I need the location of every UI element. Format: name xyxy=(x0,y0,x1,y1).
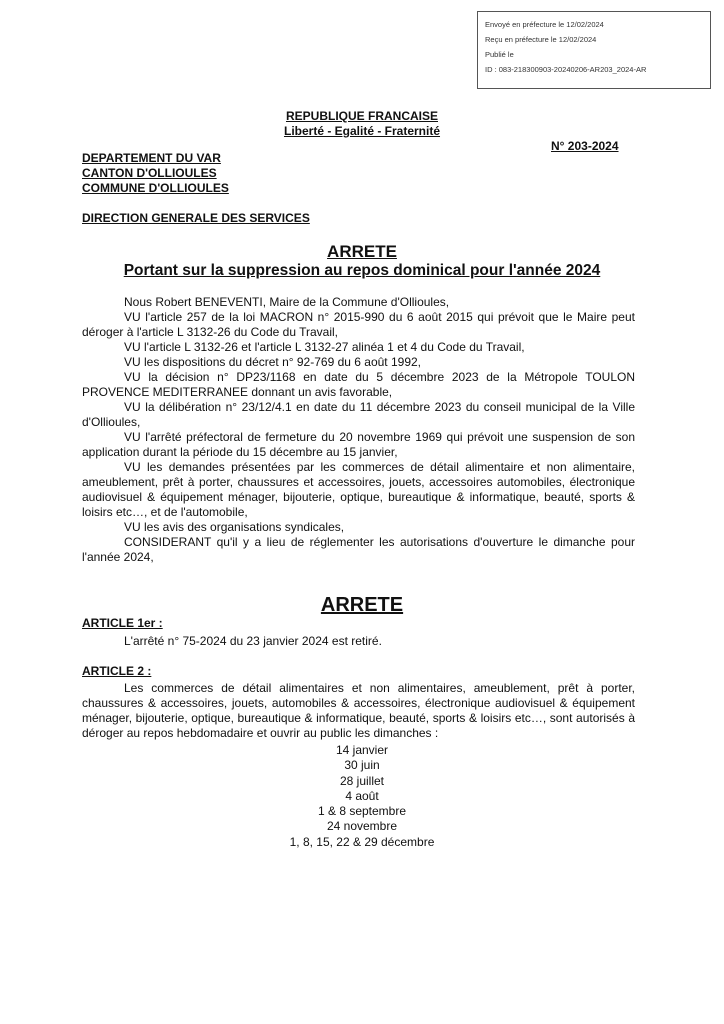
article-1-label: ARTICLE 1er : xyxy=(82,616,163,630)
stamp-id-line: ID : 083-218300903-20240206-AR203_2024-AR xyxy=(485,65,647,74)
preamble-vu-decret: VU les dispositions du décret n° 92-769 du 6 août 1992, xyxy=(124,355,421,369)
preamble-considerant: CONSIDERANT qu'il y a lieu de réglementer les autorisations d'ouverture le dimanche pour l'année 2024, xyxy=(82,535,635,564)
article-2-label: ARTICLE 2 : xyxy=(82,664,152,678)
date-item: 1 & 8 septembre xyxy=(317,804,407,819)
article-1-text: L'arrêté n° 75-2024 du 23 janvier 2024 est retiré. xyxy=(124,634,382,648)
stamp-received-line: Reçu en préfecture le 12/02/2024 xyxy=(485,35,597,44)
decision-heading: ARRETE xyxy=(320,594,404,616)
stamp-sent-line: Envoyé en préfecture le 12/02/2024 xyxy=(485,20,604,29)
preamble-vu-avis-syndicaux: VU les avis des organisations syndicales, xyxy=(124,520,345,534)
department-label: DEPARTEMENT DU VAR xyxy=(82,151,221,165)
stamp-published-line: Publié le xyxy=(485,50,514,59)
preamble-vu-deliberation: VU la délibération n° 23/12/4.1 en date du 11 décembre 2023 du conseil municipal de la Ville d'Ollioules, xyxy=(82,400,635,429)
article-2-body xyxy=(82,681,635,741)
sunday-dates-list xyxy=(0,743,724,850)
date-item: 4 août xyxy=(345,788,379,803)
prefecture-stamp xyxy=(477,11,711,89)
direction-label: DIRECTION GENERALE DES SERVICES xyxy=(82,211,310,225)
republic-motto: Liberté - Egalité - Fraternité xyxy=(283,124,441,138)
date-item: 30 juin xyxy=(344,758,380,773)
preamble-vu-arrete-prefectoral: VU l'arrêté préfectoral de fermeture du 20 novembre 1969 qui prévoit une suspension de son application durant la période du 15 décembre au 15 janvier, xyxy=(82,430,635,459)
republic-heading: REPUBLIQUE FRANCAISE xyxy=(285,109,438,123)
commune-label: COMMUNE D'OLLIOULES xyxy=(82,181,229,195)
date-item: 24 novembre xyxy=(326,819,398,834)
canton-label: CANTON D'OLLIOULES xyxy=(82,166,217,180)
date-item: 28 juillet xyxy=(339,773,385,788)
preamble-vu-decision-metropole: VU la décision n° DP23/1168 en date du 5 décembre 2023 de la Métropole TOULON PROVENCE MEDITERRANEE donnant un avis favorable, xyxy=(82,370,635,399)
document-subtitle: Portant sur la suppression au repos dominical pour l'année 2024 xyxy=(123,262,601,279)
article-2-text: Les commerces de détail alimentaires et non alimentaires, ameublement, prêt à porter, chaussures & accessoires, jouets, automobiles & accessoires, électronique audiovisuel & équipement ménager, bijouterie, optique, bureautique & informatique, beauté, sports & loisirs etc…, sont autorisés à déroger au repos hebdomadaire et ouvrir au public les dimanches : xyxy=(82,681,635,740)
preamble-vu-demandes: VU les demandes présentées par les commerces de détail alimentaire et non alimentaire, ameublement, prêt à porter, chaussures et accessoires, jouets, accessoires automobiles, électronique audiovisuel & équipement ménager, bijouterie, optique, bureautique & informatique, beauté, sports & loisirs etc…, et de l'automobile, xyxy=(82,460,635,519)
preamble-mayor: Nous Robert BENEVENTI, Maire de la Commune d'Ollioules, xyxy=(124,295,450,309)
document-title: ARRETE xyxy=(327,242,397,261)
date-item: 14 janvier xyxy=(335,743,389,757)
preamble-vu-loi-macron: VU l'article 257 de la loi MACRON n° 2015-990 du 6 août 2015 qui prévoit que le Maire peut déroger à l'article L 3132-26 du Code du Travail, xyxy=(82,310,635,339)
preamble xyxy=(82,295,635,565)
preamble-vu-code-travail: VU l'article L 3132-26 et l'article L 3132-27 alinéa 1 et 4 du Code du Travail, xyxy=(124,340,525,354)
decree-number: N° 203-2024 xyxy=(551,139,619,153)
date-item: 1, 8, 15, 22 & 29 décembre xyxy=(289,834,435,849)
